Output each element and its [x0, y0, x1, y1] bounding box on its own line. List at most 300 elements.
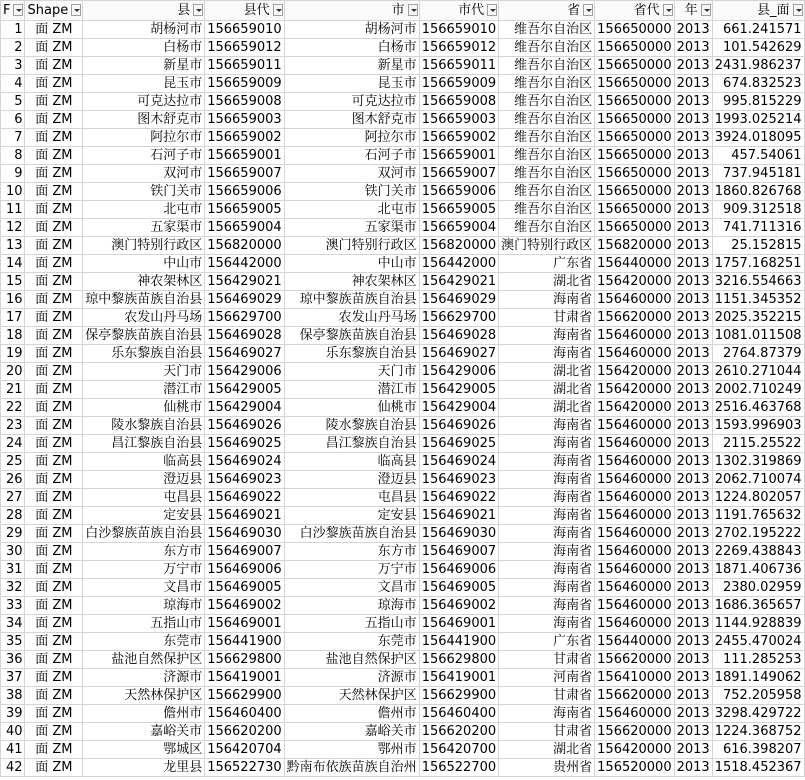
- cell-shape[interactable]: 面 ZM: [25, 183, 83, 201]
- cell-shape[interactable]: 面 ZM: [25, 273, 83, 291]
- cell-county[interactable]: 儋州市: [83, 705, 205, 723]
- cell-province-code[interactable]: 156420000: [595, 273, 674, 291]
- cell-city-code[interactable]: 156469024: [419, 453, 498, 471]
- cell-province-code[interactable]: 156460000: [595, 561, 674, 579]
- cell-county[interactable]: 东方市: [83, 543, 205, 561]
- cell-shape[interactable]: 面 ZM: [25, 363, 83, 381]
- cell-county-code[interactable]: 156629800: [205, 651, 284, 669]
- cell-shape[interactable]: 面 ZM: [25, 561, 83, 579]
- cell-county-area[interactable]: 2516.463768: [712, 399, 804, 417]
- cell-county-area[interactable]: 3216.554663: [712, 273, 804, 291]
- cell-year[interactable]: 2013: [674, 471, 712, 489]
- cell-city[interactable]: 石河子市: [284, 147, 419, 165]
- col-header-county-area[interactable]: [712, 1, 804, 21]
- cell-province[interactable]: 维吾尔自治区: [499, 201, 595, 219]
- cell-shape[interactable]: 面 ZM: [25, 129, 83, 147]
- cell-city-code[interactable]: 156469001: [419, 615, 498, 633]
- cell-shape[interactable]: 面 ZM: [25, 525, 83, 543]
- cell-county-area[interactable]: 1144.928839: [712, 615, 804, 633]
- cell-shape[interactable]: 面 ZM: [25, 687, 83, 705]
- cell-fid[interactable]: 6: [1, 111, 25, 129]
- cell-county-area[interactable]: 616.398207: [712, 741, 804, 759]
- cell-province[interactable]: 海南省: [499, 561, 595, 579]
- cell-county-area[interactable]: 995.815229: [712, 93, 804, 111]
- cell-province-code[interactable]: 156620000: [595, 309, 674, 327]
- cell-province-code[interactable]: 156650000: [595, 147, 674, 165]
- table-row[interactable]: [1, 75, 805, 93]
- cell-year[interactable]: 2013: [674, 255, 712, 273]
- cell-county-area[interactable]: 674.832523: [712, 75, 804, 93]
- cell-city[interactable]: 新星市: [284, 57, 419, 75]
- cell-county-code[interactable]: 156659008: [205, 93, 284, 111]
- cell-year[interactable]: 2013: [674, 327, 712, 345]
- cell-province-code[interactable]: 156420000: [595, 399, 674, 417]
- cell-county-area[interactable]: 741.711316: [712, 219, 804, 237]
- cell-city[interactable]: 临高县: [284, 453, 419, 471]
- cell-county-area[interactable]: 1224.802057: [712, 489, 804, 507]
- table-row[interactable]: [1, 525, 805, 543]
- cell-county-code[interactable]: 156659007: [205, 165, 284, 183]
- cell-city[interactable]: 屯昌县: [284, 489, 419, 507]
- cell-county[interactable]: 澳门特别行政区: [83, 237, 205, 255]
- cell-county[interactable]: 五家渠市: [83, 219, 205, 237]
- table-row[interactable]: [1, 21, 805, 39]
- cell-shape[interactable]: 面 ZM: [25, 615, 83, 633]
- cell-county[interactable]: 仙桃市: [83, 399, 205, 417]
- cell-county-area[interactable]: 1993.025214: [712, 111, 804, 129]
- cell-fid[interactable]: 36: [1, 651, 25, 669]
- cell-fid[interactable]: 32: [1, 579, 25, 597]
- cell-shape[interactable]: 面 ZM: [25, 417, 83, 435]
- cell-province-code[interactable]: 156460000: [595, 507, 674, 525]
- cell-county-code[interactable]: 156659002: [205, 129, 284, 147]
- cell-province[interactable]: 湖北省: [499, 363, 595, 381]
- cell-province-code[interactable]: 156460000: [595, 597, 674, 615]
- cell-city-code[interactable]: 156659010: [419, 21, 498, 39]
- cell-fid[interactable]: 3: [1, 57, 25, 75]
- cell-county[interactable]: 龙里县: [83, 759, 205, 777]
- table-row[interactable]: [1, 381, 805, 399]
- cell-county[interactable]: 鄂城区: [83, 741, 205, 759]
- cell-city[interactable]: 北屯市: [284, 201, 419, 219]
- cell-city-code[interactable]: 156629800: [419, 651, 498, 669]
- cell-county[interactable]: 天门市: [83, 363, 205, 381]
- cell-county[interactable]: 昌江黎族自治县: [83, 435, 205, 453]
- cell-county[interactable]: 乐东黎族自治县: [83, 345, 205, 363]
- cell-county-code[interactable]: 156469023: [205, 471, 284, 489]
- cell-city[interactable]: 五指山市: [284, 615, 419, 633]
- cell-city-code[interactable]: 156659001: [419, 147, 498, 165]
- cell-county-code[interactable]: 156419001: [205, 669, 284, 687]
- table-row[interactable]: [1, 507, 805, 525]
- cell-city-code[interactable]: 156469023: [419, 471, 498, 489]
- cell-fid[interactable]: 41: [1, 741, 25, 759]
- col-header-city-code[interactable]: [419, 1, 498, 21]
- cell-year[interactable]: 2013: [674, 57, 712, 75]
- cell-fid[interactable]: 26: [1, 471, 25, 489]
- cell-fid[interactable]: 27: [1, 489, 25, 507]
- table-row[interactable]: [1, 489, 805, 507]
- cell-county[interactable]: 双河市: [83, 165, 205, 183]
- cell-city-code[interactable]: 156659005: [419, 201, 498, 219]
- cell-province-code[interactable]: 156460000: [595, 525, 674, 543]
- table-row[interactable]: [1, 633, 805, 651]
- cell-year[interactable]: 2013: [674, 489, 712, 507]
- cell-county[interactable]: 新星市: [83, 57, 205, 75]
- cell-county-code[interactable]: 156469021: [205, 507, 284, 525]
- cell-province-code[interactable]: 156460000: [595, 489, 674, 507]
- cell-shape[interactable]: 面 ZM: [25, 327, 83, 345]
- cell-shape[interactable]: 面 ZM: [25, 345, 83, 363]
- cell-fid[interactable]: 25: [1, 453, 25, 471]
- table-row[interactable]: [1, 561, 805, 579]
- cell-shape[interactable]: 面 ZM: [25, 435, 83, 453]
- col-header-shape[interactable]: [25, 1, 83, 21]
- cell-fid[interactable]: 22: [1, 399, 25, 417]
- cell-county-area[interactable]: 2002.710249: [712, 381, 804, 399]
- cell-year[interactable]: 2013: [674, 381, 712, 399]
- cell-year[interactable]: 2013: [674, 669, 712, 687]
- cell-year[interactable]: 2013: [674, 237, 712, 255]
- table-row[interactable]: [1, 615, 805, 633]
- filter-dropdown-icon[interactable]: [583, 4, 593, 16]
- cell-year[interactable]: 2013: [674, 525, 712, 543]
- table-row[interactable]: [1, 129, 805, 147]
- cell-county-area[interactable]: 1224.368752: [712, 723, 804, 741]
- cell-year[interactable]: 2013: [674, 363, 712, 381]
- cell-county-area[interactable]: 2610.271044: [712, 363, 804, 381]
- cell-province[interactable]: 维吾尔自治区: [499, 165, 595, 183]
- cell-city-code[interactable]: 156469022: [419, 489, 498, 507]
- table-row[interactable]: [1, 291, 805, 309]
- filter-dropdown-icon[interactable]: [408, 4, 418, 16]
- cell-county-area[interactable]: 2764.87379: [712, 345, 804, 363]
- cell-city[interactable]: 黔南布依族苗族自治州: [284, 759, 419, 777]
- cell-fid[interactable]: 7: [1, 129, 25, 147]
- table-row[interactable]: [1, 471, 805, 489]
- filter-dropdown-icon[interactable]: [71, 4, 81, 16]
- table-row[interactable]: [1, 309, 805, 327]
- cell-fid[interactable]: 13: [1, 237, 25, 255]
- cell-province[interactable]: 海南省: [499, 471, 595, 489]
- cell-province-code[interactable]: 156650000: [595, 201, 674, 219]
- table-row[interactable]: [1, 237, 805, 255]
- cell-shape[interactable]: 面 ZM: [25, 39, 83, 57]
- cell-shape[interactable]: 面 ZM: [25, 219, 83, 237]
- col-header-province[interactable]: [499, 1, 595, 21]
- cell-city[interactable]: 仙桃市: [284, 399, 419, 417]
- cell-province[interactable]: 海南省: [499, 507, 595, 525]
- cell-county[interactable]: 胡杨河市: [83, 21, 205, 39]
- cell-city[interactable]: 阿拉尔市: [284, 129, 419, 147]
- cell-city-code[interactable]: 156420700: [419, 741, 498, 759]
- cell-county-area[interactable]: 2431.986237: [712, 57, 804, 75]
- cell-county-area[interactable]: 2455.470024: [712, 633, 804, 651]
- cell-county-code[interactable]: 156469029: [205, 291, 284, 309]
- cell-year[interactable]: 2013: [674, 147, 712, 165]
- cell-shape[interactable]: 面 ZM: [25, 633, 83, 651]
- table-row[interactable]: [1, 759, 805, 777]
- cell-fid[interactable]: 11: [1, 201, 25, 219]
- table-row[interactable]: [1, 183, 805, 201]
- cell-fid[interactable]: 28: [1, 507, 25, 525]
- cell-city-code[interactable]: 156522700: [419, 759, 498, 777]
- cell-province[interactable]: 甘肃省: [499, 651, 595, 669]
- cell-city[interactable]: 农发山丹马场: [284, 309, 419, 327]
- cell-year[interactable]: 2013: [674, 597, 712, 615]
- cell-province[interactable]: 湖北省: [499, 399, 595, 417]
- cell-shape[interactable]: 面 ZM: [25, 291, 83, 309]
- cell-province[interactable]: 维吾尔自治区: [499, 219, 595, 237]
- cell-year[interactable]: 2013: [674, 705, 712, 723]
- cell-city[interactable]: 神农架林区: [284, 273, 419, 291]
- cell-shape[interactable]: 面 ZM: [25, 399, 83, 417]
- cell-county-area[interactable]: 111.285253: [712, 651, 804, 669]
- cell-province[interactable]: 维吾尔自治区: [499, 111, 595, 129]
- cell-province[interactable]: 维吾尔自治区: [499, 93, 595, 111]
- cell-city[interactable]: 琼海市: [284, 597, 419, 615]
- cell-city[interactable]: 澳门特别行政区: [284, 237, 419, 255]
- cell-county[interactable]: 东莞市: [83, 633, 205, 651]
- cell-county-code[interactable]: 156469028: [205, 327, 284, 345]
- cell-city[interactable]: 白沙黎族苗族自治县: [284, 525, 419, 543]
- cell-county-area[interactable]: 1757.168251: [712, 255, 804, 273]
- cell-province[interactable]: 湖北省: [499, 273, 595, 291]
- table-row[interactable]: [1, 669, 805, 687]
- cell-county[interactable]: 五指山市: [83, 615, 205, 633]
- cell-year[interactable]: 2013: [674, 543, 712, 561]
- cell-province-code[interactable]: 156460000: [595, 453, 674, 471]
- cell-province-code[interactable]: 156650000: [595, 111, 674, 129]
- table-row[interactable]: [1, 39, 805, 57]
- cell-fid[interactable]: 35: [1, 633, 25, 651]
- cell-county[interactable]: 铁门关市: [83, 183, 205, 201]
- cell-fid[interactable]: 2: [1, 39, 25, 57]
- cell-county-area[interactable]: 1081.011508: [712, 327, 804, 345]
- cell-year[interactable]: 2013: [674, 399, 712, 417]
- cell-province[interactable]: 海南省: [499, 291, 595, 309]
- cell-province-code[interactable]: 156460000: [595, 705, 674, 723]
- cell-city-code[interactable]: 156629700: [419, 309, 498, 327]
- cell-county-code[interactable]: 156469030: [205, 525, 284, 543]
- cell-province[interactable]: 海南省: [499, 453, 595, 471]
- cell-fid[interactable]: 1: [1, 21, 25, 39]
- cell-city[interactable]: 澄迈县: [284, 471, 419, 489]
- cell-county-code[interactable]: 156620200: [205, 723, 284, 741]
- cell-province[interactable]: 维吾尔自治区: [499, 129, 595, 147]
- cell-county[interactable]: 临高县: [83, 453, 205, 471]
- col-header-county-code[interactable]: [205, 1, 284, 21]
- cell-province-code[interactable]: 156460000: [595, 579, 674, 597]
- cell-county-code[interactable]: 156469027: [205, 345, 284, 363]
- cell-shape[interactable]: 面 ZM: [25, 201, 83, 219]
- cell-county-code[interactable]: 156469022: [205, 489, 284, 507]
- cell-fid[interactable]: 29: [1, 525, 25, 543]
- cell-county[interactable]: 白沙黎族苗族自治县: [83, 525, 205, 543]
- cell-year[interactable]: 2013: [674, 291, 712, 309]
- cell-city[interactable]: 中山市: [284, 255, 419, 273]
- filter-dropdown-icon[interactable]: [193, 4, 203, 16]
- cell-province[interactable]: 湖北省: [499, 741, 595, 759]
- cell-shape[interactable]: 面 ZM: [25, 705, 83, 723]
- cell-county-code[interactable]: 156469024: [205, 453, 284, 471]
- cell-fid[interactable]: 4: [1, 75, 25, 93]
- cell-city-code[interactable]: 156429021: [419, 273, 498, 291]
- cell-county-area[interactable]: 3298.429722: [712, 705, 804, 723]
- cell-city-code[interactable]: 156469028: [419, 327, 498, 345]
- cell-fid[interactable]: 42: [1, 759, 25, 777]
- filter-dropdown-icon[interactable]: [793, 4, 803, 16]
- table-row[interactable]: [1, 93, 805, 111]
- cell-city-code[interactable]: 156659011: [419, 57, 498, 75]
- cell-city-code[interactable]: 156460400: [419, 705, 498, 723]
- cell-county-code[interactable]: 156629900: [205, 687, 284, 705]
- cell-province-code[interactable]: 156460000: [595, 345, 674, 363]
- cell-province[interactable]: 甘肃省: [499, 687, 595, 705]
- cell-year[interactable]: 2013: [674, 111, 712, 129]
- cell-fid[interactable]: 9: [1, 165, 25, 183]
- cell-province[interactable]: 海南省: [499, 597, 595, 615]
- cell-city-code[interactable]: 156469029: [419, 291, 498, 309]
- cell-city[interactable]: 定安县: [284, 507, 419, 525]
- cell-city-code[interactable]: 156659002: [419, 129, 498, 147]
- cell-shape[interactable]: 面 ZM: [25, 543, 83, 561]
- cell-city[interactable]: 天然林保护区: [284, 687, 419, 705]
- cell-province-code[interactable]: 156440000: [595, 633, 674, 651]
- cell-city-code[interactable]: 156469006: [419, 561, 498, 579]
- cell-fid[interactable]: 21: [1, 381, 25, 399]
- table-row[interactable]: [1, 723, 805, 741]
- cell-county-area[interactable]: 909.312518: [712, 201, 804, 219]
- cell-shape[interactable]: 面 ZM: [25, 57, 83, 75]
- cell-shape[interactable]: 面 ZM: [25, 507, 83, 525]
- cell-city[interactable]: 陵水黎族自治县: [284, 417, 419, 435]
- table-row[interactable]: [1, 597, 805, 615]
- cell-county[interactable]: 琼海市: [83, 597, 205, 615]
- cell-city-code[interactable]: 156659008: [419, 93, 498, 111]
- cell-province[interactable]: 澳门特别行政区: [499, 237, 595, 255]
- cell-province[interactable]: 海南省: [499, 417, 595, 435]
- cell-fid[interactable]: 34: [1, 615, 25, 633]
- cell-city[interactable]: 乐东黎族自治县: [284, 345, 419, 363]
- cell-fid[interactable]: 8: [1, 147, 25, 165]
- cell-year[interactable]: 2013: [674, 309, 712, 327]
- cell-province-code[interactable]: 156410000: [595, 669, 674, 687]
- cell-year[interactable]: 2013: [674, 687, 712, 705]
- cell-county-code[interactable]: 156429021: [205, 273, 284, 291]
- cell-city-code[interactable]: 156442000: [419, 255, 498, 273]
- cell-county-area[interactable]: 1891.149062: [712, 669, 804, 687]
- cell-fid[interactable]: 23: [1, 417, 25, 435]
- cell-province[interactable]: 海南省: [499, 705, 595, 723]
- cell-city[interactable]: 文昌市: [284, 579, 419, 597]
- cell-shape[interactable]: 面 ZM: [25, 111, 83, 129]
- cell-year[interactable]: 2013: [674, 435, 712, 453]
- cell-city[interactable]: 儋州市: [284, 705, 419, 723]
- cell-shape[interactable]: 面 ZM: [25, 75, 83, 93]
- cell-county-area[interactable]: 1191.765632: [712, 507, 804, 525]
- cell-county-area[interactable]: 2702.195222: [712, 525, 804, 543]
- cell-county-area[interactable]: 25.152815: [712, 237, 804, 255]
- cell-county-area[interactable]: 1518.452367: [712, 759, 804, 777]
- cell-province-code[interactable]: 156820000: [595, 237, 674, 255]
- cell-county-code[interactable]: 156659006: [205, 183, 284, 201]
- cell-year[interactable]: 2013: [674, 633, 712, 651]
- cell-city-code[interactable]: 156419001: [419, 669, 498, 687]
- cell-county[interactable]: 昆玉市: [83, 75, 205, 93]
- cell-province[interactable]: 海南省: [499, 543, 595, 561]
- cell-city-code[interactable]: 156469030: [419, 525, 498, 543]
- filter-dropdown-icon[interactable]: [13, 4, 23, 16]
- cell-county[interactable]: 盐池自然保护区: [83, 651, 205, 669]
- cell-year[interactable]: 2013: [674, 615, 712, 633]
- cell-county-code[interactable]: 156469001: [205, 615, 284, 633]
- cell-fid[interactable]: 30: [1, 543, 25, 561]
- cell-county[interactable]: 嘉峪关市: [83, 723, 205, 741]
- cell-county[interactable]: 潜江市: [83, 381, 205, 399]
- cell-city[interactable]: 天门市: [284, 363, 419, 381]
- cell-province-code[interactable]: 156420000: [595, 363, 674, 381]
- cell-fid[interactable]: 33: [1, 597, 25, 615]
- cell-year[interactable]: 2013: [674, 723, 712, 741]
- cell-province-code[interactable]: 156650000: [595, 183, 674, 201]
- cell-county-code[interactable]: 156469002: [205, 597, 284, 615]
- cell-shape[interactable]: 面 ZM: [25, 309, 83, 327]
- cell-province-code[interactable]: 156650000: [595, 93, 674, 111]
- table-row[interactable]: [1, 273, 805, 291]
- cell-province-code[interactable]: 156650000: [595, 219, 674, 237]
- cell-province-code[interactable]: 156620000: [595, 723, 674, 741]
- cell-city[interactable]: 潜江市: [284, 381, 419, 399]
- cell-province[interactable]: 贵州省: [499, 759, 595, 777]
- cell-shape[interactable]: 面 ZM: [25, 741, 83, 759]
- cell-province-code[interactable]: 156650000: [595, 39, 674, 57]
- cell-city[interactable]: 济源市: [284, 669, 419, 687]
- table-row[interactable]: [1, 453, 805, 471]
- cell-year[interactable]: 2013: [674, 39, 712, 57]
- table-row[interactable]: [1, 705, 805, 723]
- cell-city-code[interactable]: 156469027: [419, 345, 498, 363]
- cell-province-code[interactable]: 156420000: [595, 741, 674, 759]
- cell-county-area[interactable]: 2115.25522: [712, 435, 804, 453]
- cell-fid[interactable]: 20: [1, 363, 25, 381]
- col-header-fid[interactable]: [1, 1, 25, 21]
- filter-dropdown-icon[interactable]: [273, 4, 283, 16]
- cell-county-area[interactable]: 1860.826768: [712, 183, 804, 201]
- cell-county-code[interactable]: 156522730: [205, 759, 284, 777]
- cell-county-code[interactable]: 156442000: [205, 255, 284, 273]
- cell-city-code[interactable]: 156820000: [419, 237, 498, 255]
- cell-shape[interactable]: 面 ZM: [25, 381, 83, 399]
- cell-fid[interactable]: 37: [1, 669, 25, 687]
- table-row[interactable]: [1, 687, 805, 705]
- cell-fid[interactable]: 24: [1, 435, 25, 453]
- cell-province[interactable]: 广东省: [499, 633, 595, 651]
- cell-county-code[interactable]: 156429006: [205, 363, 284, 381]
- cell-city-code[interactable]: 156659004: [419, 219, 498, 237]
- cell-county[interactable]: 可克达拉市: [83, 93, 205, 111]
- cell-province-code[interactable]: 156650000: [595, 57, 674, 75]
- cell-province-code[interactable]: 156620000: [595, 687, 674, 705]
- cell-shape[interactable]: 面 ZM: [25, 255, 83, 273]
- col-header-city[interactable]: [284, 1, 419, 21]
- cell-province[interactable]: 海南省: [499, 579, 595, 597]
- cell-shape[interactable]: 面 ZM: [25, 237, 83, 255]
- cell-county[interactable]: 中山市: [83, 255, 205, 273]
- filter-dropdown-icon[interactable]: [487, 4, 497, 16]
- table-row[interactable]: [1, 363, 805, 381]
- cell-fid[interactable]: 12: [1, 219, 25, 237]
